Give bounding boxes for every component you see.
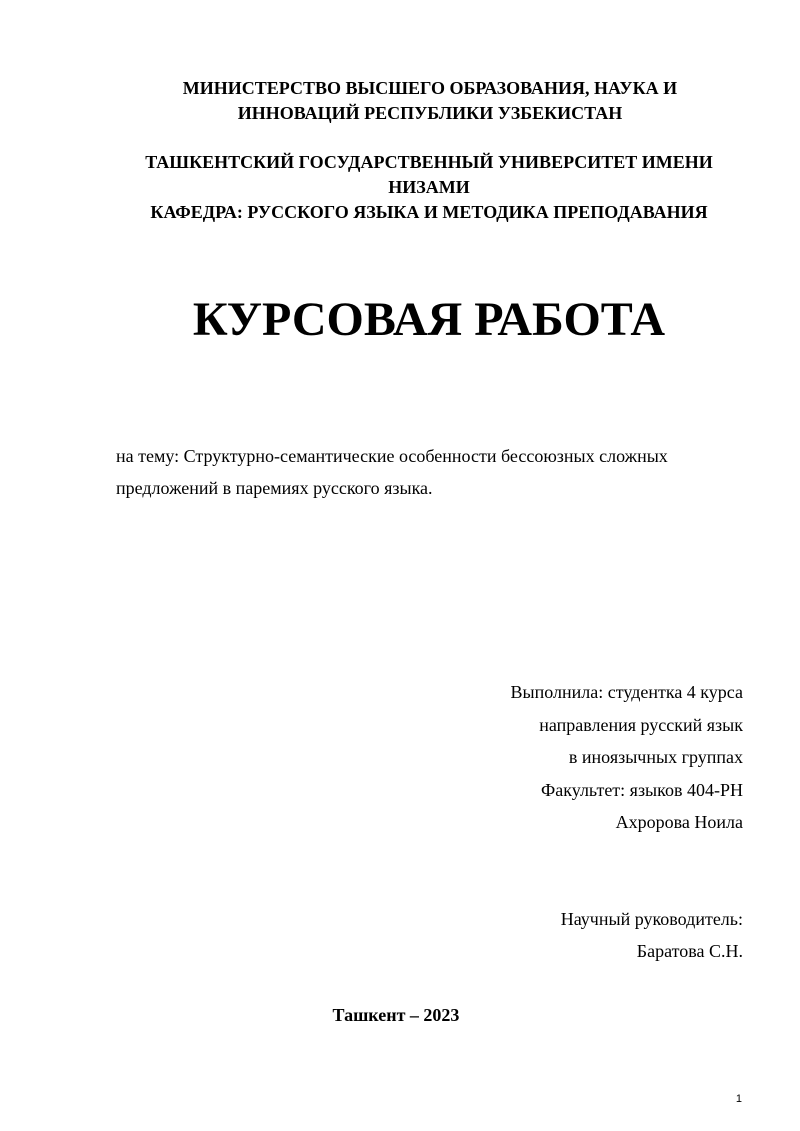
topic-paragraph xyxy=(116,440,736,504)
university-heading xyxy=(60,150,798,200)
author-line-4: Факультет: языков 404-РН xyxy=(541,779,743,800)
university-line-1: ТАШКЕНТСКИЙ ГОСУДАРСТВЕННЫЙ УНИВЕРСИТЕТ ИМЕНИ xyxy=(145,152,713,172)
supervisor-name: Баратова С.Н. xyxy=(636,941,743,961)
topic-line-2: предложений в паремиях русского языка. xyxy=(116,478,433,498)
department-heading: КАФЕДРА: РУССКОГО ЯЗЫКА И МЕТОДИКА ПРЕПОДАВАНИЯ xyxy=(150,202,708,222)
ministry-heading xyxy=(60,76,800,126)
topic-line-1: на тему: Структурно-семантические особенности бессоюзных сложных xyxy=(116,446,668,466)
author-line-3: в иноязычных группах xyxy=(568,747,743,767)
author-block xyxy=(511,676,744,839)
author-line-2: направления русский язык xyxy=(539,714,743,735)
document-title: КУРСОВАЯ РАБОТА xyxy=(192,293,666,346)
page-number: 1 xyxy=(735,1093,742,1105)
ministry-line-1: МИНИСТЕРСТВО ВЫСШЕГО ОБРАЗОВАНИЯ, НАУКА И xyxy=(182,78,678,98)
university-line-2: НИЗАМИ xyxy=(388,177,470,197)
author-line-1: Выполнила: студентка 4 курса xyxy=(510,682,743,702)
supervisor-block xyxy=(561,903,743,967)
author-name: Ахророва Ноила xyxy=(615,812,743,832)
supervisor-label: Научный руководитель: xyxy=(560,909,743,929)
city-year: Ташкент – 2023 xyxy=(332,1005,460,1025)
ministry-line-2: ИННОВАЦИЙ РЕСПУБЛИКИ УЗБЕКИСТАН xyxy=(237,103,623,123)
